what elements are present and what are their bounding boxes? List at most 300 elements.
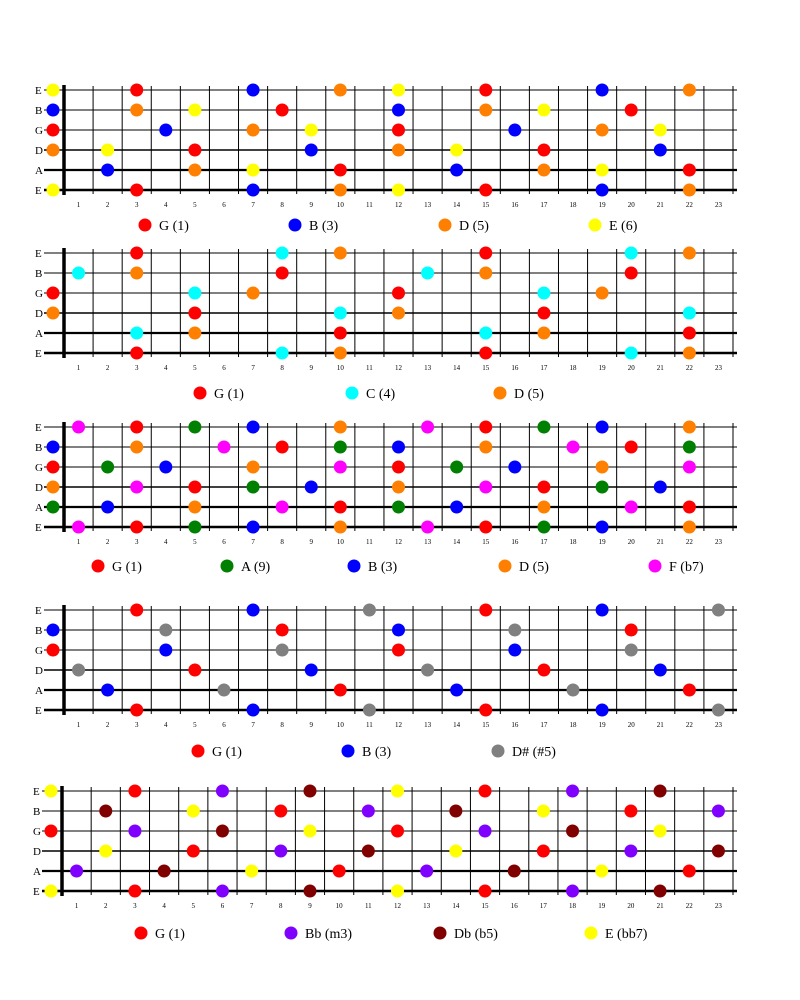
fret-number: 1: [76, 721, 81, 729]
fret-number: 14: [453, 538, 461, 546]
string-label: D: [33, 846, 41, 858]
string-label: A: [35, 685, 43, 697]
note-dot-red: [130, 521, 143, 534]
legend-swatch-maroon: [434, 927, 447, 940]
note-dot-red: [625, 104, 638, 117]
fret-number: 19: [598, 721, 606, 729]
note-dot-blue: [450, 684, 463, 697]
fret-number: 3: [134, 364, 139, 372]
legend-label: G (1): [112, 560, 142, 575]
note-dot-yellow: [305, 124, 318, 137]
fret-number: 14: [452, 902, 460, 910]
legend-label: G (1): [155, 927, 185, 942]
fret-number: 10: [336, 364, 344, 372]
note-dot-orange: [188, 164, 201, 177]
note-dot-cyan: [537, 287, 550, 300]
note-dot-orange: [683, 247, 696, 260]
fret-number: 20: [627, 721, 635, 729]
fret-number: 6: [222, 364, 226, 372]
note-dot-blue: [654, 144, 667, 157]
string-label: G: [35, 645, 43, 657]
note-dot-maroon: [303, 785, 316, 798]
fret-number: 6: [220, 902, 225, 910]
note-dot-gray: [363, 604, 376, 617]
note-dot-blue: [101, 684, 114, 697]
note-dot-yellow: [654, 825, 667, 838]
note-dot-yellow: [537, 104, 550, 117]
fret-number: 18: [569, 201, 577, 209]
note-dot-maroon: [654, 885, 667, 898]
note-dot-purple: [479, 825, 492, 838]
legend-label: A (9): [241, 560, 271, 575]
legend-label: G (1): [212, 745, 242, 760]
note-dot-blue: [596, 704, 609, 717]
note-dot-red: [334, 684, 347, 697]
fret-number: 13: [423, 902, 431, 910]
string-label: B: [35, 268, 43, 280]
note-dot-blue: [47, 104, 60, 117]
note-dot-maroon: [362, 845, 375, 858]
note-dot-maroon: [566, 825, 579, 838]
note-dot-yellow: [47, 84, 60, 97]
fret-number: 16: [511, 538, 519, 546]
fret-number: 13: [424, 721, 432, 729]
fret-number: 4: [164, 364, 168, 372]
note-dot-gray: [363, 704, 376, 717]
note-dot-blue: [392, 624, 405, 637]
fret-number: 3: [134, 538, 139, 546]
note-dot-blue: [101, 164, 114, 177]
note-dot-red: [188, 481, 201, 494]
legend-label: B (3): [309, 219, 339, 234]
note-dot-red: [537, 144, 550, 157]
legend-swatch-red: [192, 745, 205, 758]
fret-number: 3: [134, 201, 139, 209]
note-dot-red: [537, 307, 550, 320]
note-dot-red: [537, 664, 550, 677]
fret-number: 2: [105, 538, 110, 546]
note-dot-red: [625, 267, 638, 280]
fret-number: 23: [714, 538, 722, 546]
note-dot-green: [683, 441, 696, 454]
note-dot-red: [624, 805, 637, 818]
fret-number: 4: [164, 538, 168, 546]
note-dot-red: [130, 704, 143, 717]
note-dot-red: [274, 805, 287, 818]
note-dot-orange: [47, 481, 60, 494]
note-dot-yellow: [245, 865, 258, 878]
note-dot-yellow: [449, 845, 462, 858]
note-dot-red: [128, 885, 141, 898]
note-dot-purple: [70, 865, 83, 878]
note-dot-maroon: [99, 805, 112, 818]
note-dot-blue: [47, 624, 60, 637]
fret-number: 19: [598, 201, 606, 209]
note-dot-yellow: [303, 825, 316, 838]
fret-number: 8: [280, 538, 284, 546]
note-dot-blue: [508, 124, 521, 137]
note-dot-yellow: [391, 785, 404, 798]
fret-number: 5: [193, 364, 197, 372]
note-dot-red: [683, 865, 696, 878]
note-dot-yellow: [45, 785, 58, 798]
legend-swatch-red: [92, 560, 105, 573]
fret-number: 16: [511, 201, 519, 209]
note-dot-green: [450, 461, 463, 474]
legend-swatch-yellow: [585, 927, 598, 940]
note-dot-red: [187, 845, 200, 858]
note-dot-red: [47, 644, 60, 657]
fret-number: 10: [336, 538, 344, 546]
note-dot-red: [479, 247, 492, 260]
fret-number: 14: [453, 201, 461, 209]
note-dot-blue: [247, 184, 260, 197]
note-dot-yellow: [99, 845, 112, 858]
note-dot-red: [625, 624, 638, 637]
note-dot-orange: [392, 307, 405, 320]
legend-swatch-blue: [348, 560, 361, 573]
note-dot-blue: [159, 124, 172, 137]
fret-number: 23: [714, 364, 722, 372]
fretboard-diagram-4: [35, 604, 737, 761]
fret-number: 8: [279, 902, 283, 910]
note-dot-cyan: [276, 247, 289, 260]
note-dot-cyan: [188, 287, 201, 300]
note-dot-blue: [596, 184, 609, 197]
note-dot-red: [188, 144, 201, 157]
legend-label: Db (b5): [454, 927, 498, 942]
note-dot-yellow: [596, 164, 609, 177]
note-dot-red: [479, 785, 492, 798]
string-label: D: [35, 308, 43, 320]
fret-number: 16: [511, 364, 519, 372]
fret-number: 17: [540, 721, 548, 729]
note-dot-red: [625, 441, 638, 454]
note-dot-maroon: [712, 845, 725, 858]
string-label: G: [35, 125, 43, 137]
fret-number: 8: [280, 201, 284, 209]
string-label: E: [33, 786, 40, 798]
note-dot-orange: [334, 421, 347, 434]
note-dot-green: [247, 481, 260, 494]
fret-number: 19: [598, 902, 606, 910]
note-dot-blue: [596, 521, 609, 534]
fret-number: 15: [482, 538, 490, 546]
fret-number: 20: [627, 201, 635, 209]
fret-number: 12: [395, 201, 402, 209]
fret-number: 22: [685, 721, 693, 729]
fret-number: 3: [134, 721, 139, 729]
note-dot-magenta: [421, 421, 434, 434]
note-dot-green: [334, 441, 347, 454]
note-dot-orange: [596, 124, 609, 137]
string-label: A: [33, 866, 41, 878]
note-dot-green: [188, 521, 201, 534]
note-dot-red: [47, 124, 60, 137]
note-dot-blue: [305, 664, 318, 677]
legend-swatch-cyan: [346, 387, 359, 400]
fret-number: 2: [105, 201, 110, 209]
fret-number: 16: [511, 721, 519, 729]
fret-number: 11: [366, 201, 373, 209]
string-label: E: [35, 185, 42, 197]
note-dot-blue: [101, 501, 114, 514]
fret-number: 22: [685, 201, 693, 209]
note-dot-purple: [566, 885, 579, 898]
note-dot-purple: [362, 805, 375, 818]
note-dot-magenta: [421, 521, 434, 534]
note-dot-gray: [159, 624, 172, 637]
fret-number: 10: [335, 902, 343, 910]
note-dot-yellow: [45, 885, 58, 898]
string-label: E: [35, 522, 42, 534]
fret-number: 21: [656, 538, 664, 546]
string-label: G: [33, 826, 41, 838]
string-label: E: [35, 348, 42, 360]
fret-number: 12: [395, 538, 402, 546]
note-dot-red: [683, 501, 696, 514]
string-label: E: [35, 85, 42, 97]
legend-label: B (3): [362, 745, 392, 760]
note-dot-gray: [625, 644, 638, 657]
note-dot-yellow: [47, 184, 60, 197]
note-dot-orange: [188, 501, 201, 514]
note-dot-blue: [450, 164, 463, 177]
fret-number: 10: [336, 721, 344, 729]
note-dot-blue: [508, 461, 521, 474]
note-dot-blue: [247, 521, 260, 534]
note-dot-green: [596, 481, 609, 494]
string-label: E: [35, 248, 42, 260]
fret-number: 18: [569, 538, 577, 546]
note-dot-yellow: [392, 84, 405, 97]
fret-number: 9: [309, 201, 313, 209]
fret-number: 9: [309, 721, 313, 729]
fret-number: 4: [164, 201, 168, 209]
note-dot-red: [130, 84, 143, 97]
note-dot-red: [479, 184, 492, 197]
note-dot-red: [479, 704, 492, 717]
fret-number: 11: [366, 538, 373, 546]
fret-number: 4: [164, 721, 168, 729]
legend-swatch-green: [221, 560, 234, 573]
note-dot-yellow: [188, 104, 201, 117]
note-dot-blue: [159, 644, 172, 657]
string-label: A: [35, 165, 43, 177]
fret-number: 7: [251, 201, 255, 209]
note-dot-orange: [247, 287, 260, 300]
note-dot-orange: [537, 164, 550, 177]
fret-number: 1: [76, 538, 81, 546]
note-dot-orange: [188, 327, 201, 340]
fret-number: 17: [539, 902, 547, 910]
note-dot-maroon: [654, 785, 667, 798]
legend-swatch-yellow: [589, 219, 602, 232]
note-dot-gray: [508, 624, 521, 637]
note-dot-yellow: [654, 124, 667, 137]
note-dot-red: [130, 247, 143, 260]
string-label: G: [35, 288, 43, 300]
note-dot-yellow: [537, 805, 550, 818]
note-dot-blue: [305, 144, 318, 157]
fret-number: 13: [424, 538, 432, 546]
note-dot-green: [392, 501, 405, 514]
string-label: D: [35, 145, 43, 157]
note-dot-magenta: [479, 481, 492, 494]
note-dot-orange: [130, 441, 143, 454]
fret-number: 9: [309, 538, 313, 546]
note-dot-purple: [216, 785, 229, 798]
note-dot-orange: [392, 481, 405, 494]
note-dot-gray: [217, 684, 230, 697]
fret-number: 17: [540, 201, 548, 209]
legend-label: E (6): [609, 219, 638, 234]
fret-number: 5: [193, 721, 197, 729]
note-dot-blue: [159, 461, 172, 474]
string-label: D: [35, 482, 43, 494]
fret-number: 23: [714, 201, 722, 209]
note-dot-orange: [479, 441, 492, 454]
fret-number: 19: [598, 538, 606, 546]
note-dot-orange: [596, 287, 609, 300]
string-label: E: [35, 605, 42, 617]
legend-swatch-red: [139, 219, 152, 232]
fret-number: 9: [308, 902, 312, 910]
note-dot-orange: [334, 184, 347, 197]
note-dot-red: [537, 481, 550, 494]
fretboard-diagram-5: [33, 785, 737, 943]
note-dot-red: [334, 501, 347, 514]
note-dot-yellow: [101, 144, 114, 157]
note-dot-orange: [596, 461, 609, 474]
note-dot-orange: [683, 421, 696, 434]
note-dot-orange: [537, 327, 550, 340]
note-dot-red: [47, 287, 60, 300]
note-dot-cyan: [130, 327, 143, 340]
fret-number: 2: [104, 902, 108, 910]
note-dot-red: [128, 785, 141, 798]
note-dot-cyan: [334, 307, 347, 320]
note-dot-gray: [712, 704, 725, 717]
note-dot-blue: [596, 84, 609, 97]
fret-number: 2: [105, 721, 110, 729]
note-dot-red: [130, 421, 143, 434]
note-dot-orange: [537, 501, 550, 514]
legend-label: D (5): [459, 219, 489, 234]
note-dot-yellow: [392, 184, 405, 197]
note-dot-maroon: [158, 865, 171, 878]
fret-number: 21: [656, 721, 664, 729]
fret-number: 11: [366, 721, 373, 729]
string-label: D: [35, 665, 43, 677]
note-dot-red: [391, 825, 404, 838]
note-dot-orange: [247, 124, 260, 137]
note-dot-magenta: [625, 501, 638, 514]
note-dot-red: [276, 624, 289, 637]
note-dot-red: [276, 267, 289, 280]
note-dot-blue: [247, 421, 260, 434]
fret-number: 3: [133, 902, 137, 910]
note-dot-red: [333, 865, 346, 878]
fret-number: 1: [74, 902, 79, 910]
string-label: E: [35, 705, 42, 717]
legend-label: G (1): [214, 387, 244, 402]
fret-number: 19: [598, 364, 606, 372]
fret-number: 15: [482, 201, 490, 209]
string-label: A: [35, 502, 43, 514]
note-dot-cyan: [479, 327, 492, 340]
fret-number: 5: [193, 538, 197, 546]
note-dot-orange: [392, 144, 405, 157]
legend-swatch-blue: [342, 745, 355, 758]
fret-number: 5: [191, 902, 196, 910]
note-dot-magenta: [567, 441, 580, 454]
note-dot-blue: [392, 104, 405, 117]
fret-number: 18: [569, 364, 577, 372]
note-dot-cyan: [276, 347, 289, 360]
note-dot-red: [479, 421, 492, 434]
legend-swatch-red: [194, 387, 207, 400]
legend-swatch-magenta: [649, 560, 662, 573]
note-dot-purple: [274, 845, 287, 858]
fret-number: 2: [105, 364, 110, 372]
note-dot-purple: [128, 825, 141, 838]
fret-number: 11: [364, 902, 372, 910]
note-dot-magenta: [72, 521, 85, 534]
fret-number: 14: [453, 721, 461, 729]
legend-label: D (5): [514, 387, 544, 402]
fret-number: 9: [309, 364, 313, 372]
note-dot-orange: [479, 267, 492, 280]
note-dot-blue: [247, 84, 260, 97]
note-dot-red: [130, 604, 143, 617]
note-dot-red: [130, 184, 143, 197]
fret-number: 6: [222, 721, 226, 729]
string-label: G: [35, 462, 43, 474]
note-dot-blue: [247, 604, 260, 617]
legend-swatch-orange: [439, 219, 452, 232]
note-dot-magenta: [130, 481, 143, 494]
note-dot-yellow: [391, 885, 404, 898]
note-dot-blue: [654, 664, 667, 677]
fret-number: 1: [76, 201, 81, 209]
string-label: B: [33, 806, 41, 818]
note-dot-purple: [420, 865, 433, 878]
note-dot-red: [479, 521, 492, 534]
note-dot-magenta: [72, 421, 85, 434]
legend-swatch-gray: [492, 745, 505, 758]
note-dot-magenta: [217, 441, 230, 454]
fret-number: 8: [280, 364, 284, 372]
note-dot-blue: [305, 481, 318, 494]
legend-label: G (1): [159, 219, 189, 234]
fret-number: 7: [251, 538, 255, 546]
note-dot-blue: [508, 644, 521, 657]
fret-number: 7: [251, 364, 255, 372]
string-label: A: [35, 328, 43, 340]
note-dot-orange: [334, 347, 347, 360]
fret-number: 15: [482, 364, 490, 372]
note-dot-yellow: [187, 805, 200, 818]
note-dot-orange: [683, 347, 696, 360]
fret-number: 13: [424, 364, 432, 372]
note-dot-maroon: [303, 885, 316, 898]
note-dot-yellow: [450, 144, 463, 157]
note-dot-purple: [624, 845, 637, 858]
fret-number: 18: [569, 721, 577, 729]
note-dot-cyan: [421, 267, 434, 280]
note-dot-blue: [654, 481, 667, 494]
